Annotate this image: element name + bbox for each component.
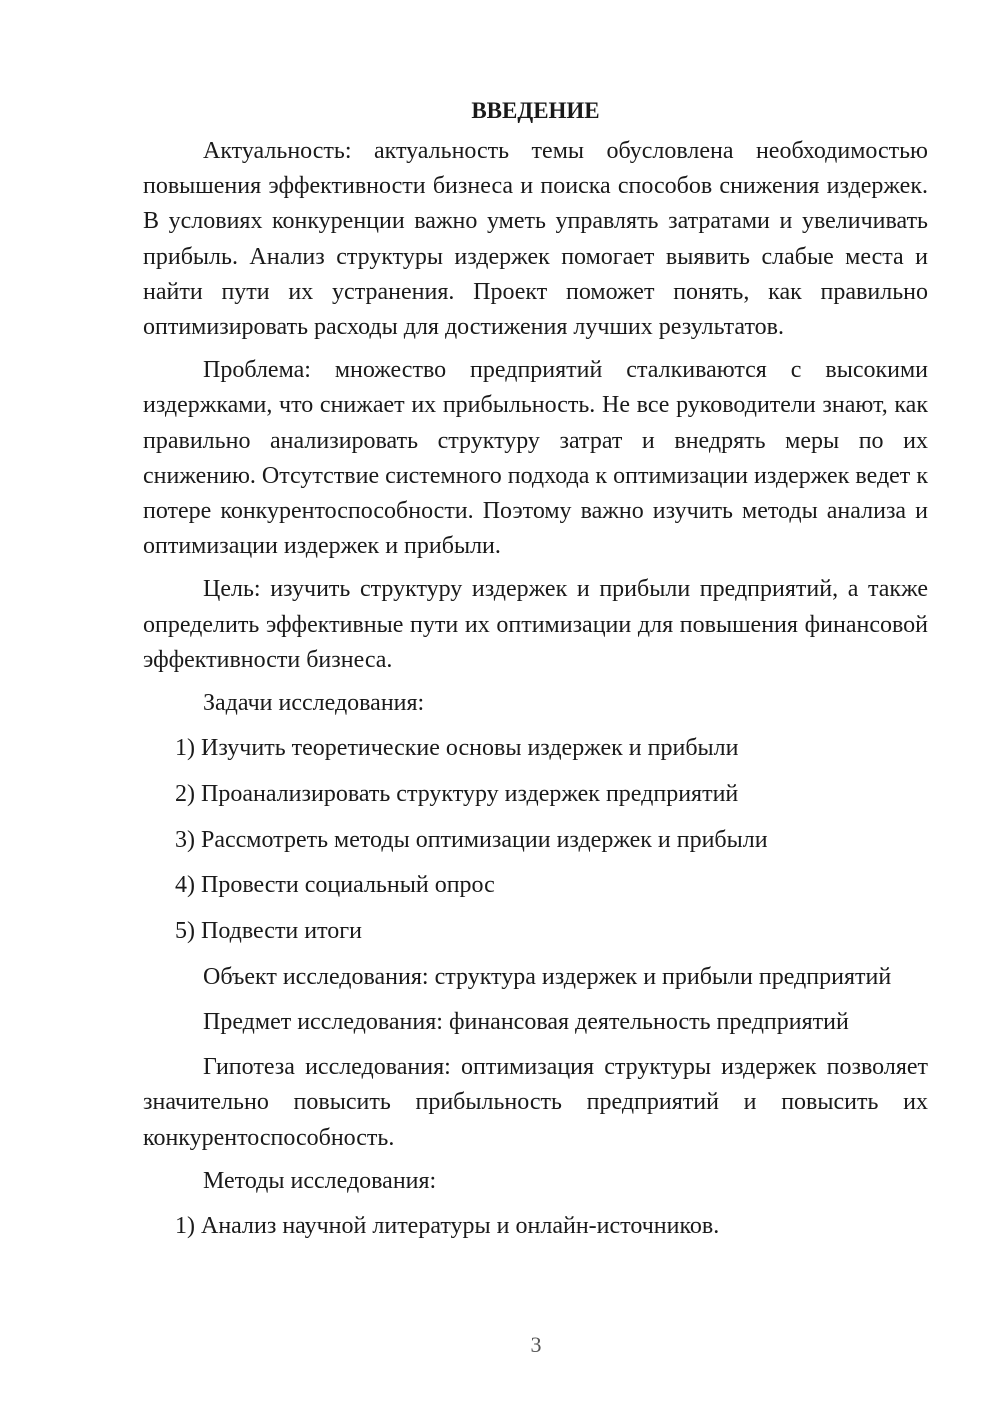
list-item: 1) Анализ научной литературы и онлайн-источников. <box>175 1212 720 1239</box>
list-item: 5) Подвести итоги <box>175 918 362 945</box>
problem-paragraph: Проблема: множество предприятий сталкиваются с высокими издержками, что снижает их прибыльность. Не все руководители знают, как правильно анализировать структуру затрат и внедрять меры по их снижению. Отсутствие системного подхода к оптимизации издержек ведет к потере конкурентоспособности. Поэтому важно изучить методы анализа и оптимизации издержек и прибыли. <box>143 357 928 560</box>
methods-heading: Методы исследования: <box>203 1167 437 1194</box>
section-title: ВВЕДЕНИЕ <box>471 98 600 123</box>
research-object: Объект исследования: структура издержек и прибыли предприятий <box>203 963 892 990</box>
research-subject: Предмет исследования: финансовая деятельность предприятий <box>203 1008 849 1035</box>
page-number: 3 <box>530 1332 542 1357</box>
hypothesis-paragraph: Гипотеза исследования: оптимизация структуры издержек позволяет значительно повысить прибыльность предприятий и повысить их конкурентоспособность. <box>143 1054 928 1151</box>
goal-paragraph: Цель: изучить структуру издержек и прибыли предприятий, а также определить эффективные пути их оптимизации для повышения финансовой эффективности бизнеса. <box>143 576 928 673</box>
list-item: 3) Рассмотреть методы оптимизации издержек и прибыли <box>175 826 768 853</box>
document-page <box>143 92 928 1255</box>
list-item: 4) Провести социальный опрос <box>175 872 495 899</box>
tasks-heading: Задачи исследования: <box>203 690 425 717</box>
relevance-paragraph: Актуальность: актуальность темы обусловлена необходимостью повышения эффективности бизнеса и поиска способов снижения издержек. В условиях конкуренции важно уметь управлять затратами и увеличивать прибыль. Анализ структуры издержек помогает выявить слабые места и найти пути их устранения. Проект поможет понять, как правильно оптимизировать расходы для достижения лучших результатов. <box>143 138 928 341</box>
list-item: 2) Проанализировать структуру издержек предприятий <box>175 780 739 807</box>
list-item: 1) Изучить теоретические основы издержек и прибыли <box>175 735 739 762</box>
methods-list <box>143 1209 928 1244</box>
tasks-list <box>143 731 928 949</box>
